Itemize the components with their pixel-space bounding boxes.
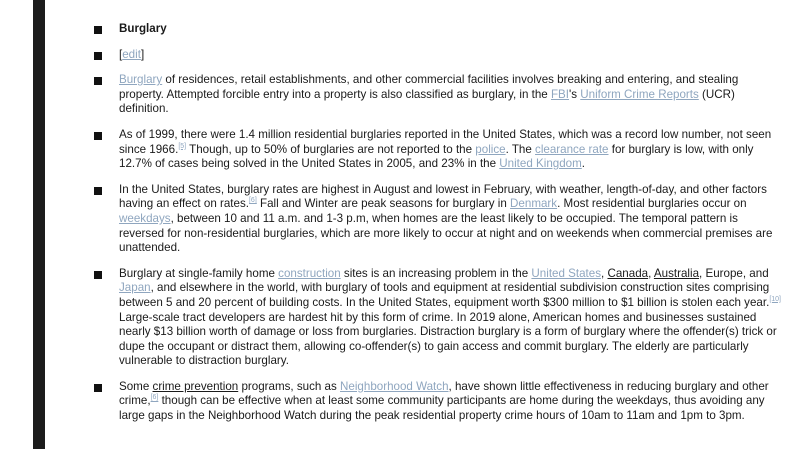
- reference-link[interactable]: [5]: [178, 142, 187, 150]
- paragraph-text: Some: [119, 379, 153, 393]
- edit-link[interactable]: edit: [122, 47, 141, 61]
- paragraph-text: though can be effective when at least some community participants are home during the weekdays, thus avoiding any large gaps in the Neighborhood Watch during the peak residential property crime hours of 10am to 11am and 1pm to 3pm.: [119, 394, 765, 423]
- list-item-statistics: [94, 128, 784, 172]
- bullet-icon: [94, 384, 102, 392]
- paragraph-text: As of 1999, there were 1.4 million residential burglaries reported in the United States, which was a record low number, not seen since 1966.: [119, 127, 772, 156]
- bullet-icon: [94, 271, 102, 279]
- paragraph-text: (UCR) definition.: [119, 87, 735, 116]
- australia-link[interactable]: Australia: [653, 266, 700, 280]
- bullet-icon: [94, 132, 102, 140]
- paragraph-text: 's: [569, 87, 581, 101]
- police-link[interactable]: police: [475, 142, 506, 156]
- clearance-rate-link[interactable]: clearance rate: [535, 142, 609, 156]
- paragraph-text: . The: [505, 142, 536, 156]
- paragraph-text: Burglary at single-family home: [119, 266, 279, 280]
- united-kingdom-link[interactable]: United Kingdom: [499, 157, 582, 171]
- paragraph-text: ,: [601, 266, 608, 280]
- reference-link[interactable]: [6]: [248, 197, 257, 205]
- paragraph-text: of residences, retail establishments, and other commercial facilities involves breaking and entering, and stealing property. Attempted forcible entry into a property is also classified as burglary, in the: [119, 73, 739, 101]
- list-item-construction: [94, 267, 784, 369]
- list-item-heading: [94, 22, 784, 37]
- paragraph-text: .: [581, 157, 586, 171]
- japan-link[interactable]: Japan: [119, 281, 151, 295]
- left-margin-bar: [0, 0, 46, 449]
- crime-prevention-link[interactable]: crime prevention: [152, 379, 239, 393]
- paragraph-text: . Most residential burglaries occur on: [557, 197, 747, 211]
- weekdays-link[interactable]: weekdays: [119, 211, 171, 225]
- paragraph-text: ,: [648, 266, 654, 280]
- paragraph-statistics: [119, 128, 784, 172]
- ucr-link[interactable]: Uniform Crime Reports: [580, 87, 699, 101]
- paragraph-text: , between 10 and 11 a.m. and 1-3 p.m, when homes are the least likely to be occupied.: [170, 211, 616, 225]
- paragraph-text: for burglary is low, with only 12.7% of cases being solved in the United States in 2005,: [119, 142, 754, 171]
- construction-link[interactable]: construction: [278, 266, 341, 280]
- paragraph-text: Fall and Winter are peak seasons for burglary in: [256, 197, 511, 211]
- section-heading: Burglary: [119, 22, 167, 35]
- bullet-icon: [94, 187, 102, 195]
- list-item-seasonal: [94, 183, 784, 256]
- united-states-link[interactable]: United States: [531, 266, 602, 280]
- paragraph-text: sites is an increasing problem in the: [340, 266, 532, 280]
- paragraph-text: , Europe, and: [699, 266, 769, 280]
- list-item-prevention: [94, 380, 784, 424]
- paragraph-text: In the United States, burglary rates are highest in August and lowest in February, with weather, length-of-day, and other factors having an effect on rates.: [119, 182, 767, 211]
- paragraph-definition: [119, 73, 784, 117]
- denmark-link[interactable]: Denmark: [510, 197, 558, 211]
- fbi-link[interactable]: FBI: [550, 87, 570, 101]
- paragraph-text: , and elsewhere in the world, with burglary of tools and equipment at residential subdivision construction sites comprising between 5 and 20 percent of building costs.: [119, 281, 770, 309]
- reference-link[interactable]: [6]: [150, 394, 159, 402]
- paragraph-text: Though, up to 50% of burglaries are not reported to the: [186, 142, 476, 156]
- list-item-definition: [94, 73, 784, 117]
- paragraph-prevention: [119, 380, 784, 424]
- paragraph-text: In 2019 alone, American homes and businesses sustained nearly $13 billion worth of damage or loss from burglaries. Distraction burglary is a form of burglary where the offender(s) trick or dupe the occupant or distract them, allowing co-offender(s) to gain access and commit burglary.: [119, 310, 777, 353]
- paragraph-text: and 23% in the: [415, 157, 500, 171]
- paragraph-text: The elderly are particularly vulnerable to distraction burglary.: [119, 339, 749, 368]
- article-content: [94, 22, 784, 435]
- paragraph-text: programs, such as: [238, 379, 341, 393]
- paragraph-text: The temporal pattern is reversed for non-residential burglaries, which are more likely to occur at night and on weekends when commercial premises are unattended.: [119, 211, 773, 255]
- bullet-icon: [94, 52, 102, 60]
- reference-link[interactable]: [10]: [769, 296, 781, 304]
- burglary-link[interactable]: Burglary: [119, 73, 163, 87]
- paragraph-text: In the United States, equipment worth $300 million to $1 billion is stolen each year.: [342, 295, 770, 309]
- bullet-icon: [94, 77, 102, 85]
- bullet-icon: [94, 26, 102, 34]
- canada-link[interactable]: Canada: [607, 266, 649, 280]
- edit-section: [edit]: [119, 47, 145, 61]
- paragraph-construction: [119, 267, 784, 369]
- paragraph-text: Large-scale tract developers are hardest hit by this form of crime.: [119, 310, 454, 324]
- paragraph-seasonal: [119, 183, 784, 256]
- list-item-edit: [94, 48, 784, 63]
- neighborhood-watch-link[interactable]: Neighborhood Watch: [340, 379, 449, 393]
- paragraph-text: , have shown little effectiveness in reducing burglary and other crime,: [119, 379, 769, 408]
